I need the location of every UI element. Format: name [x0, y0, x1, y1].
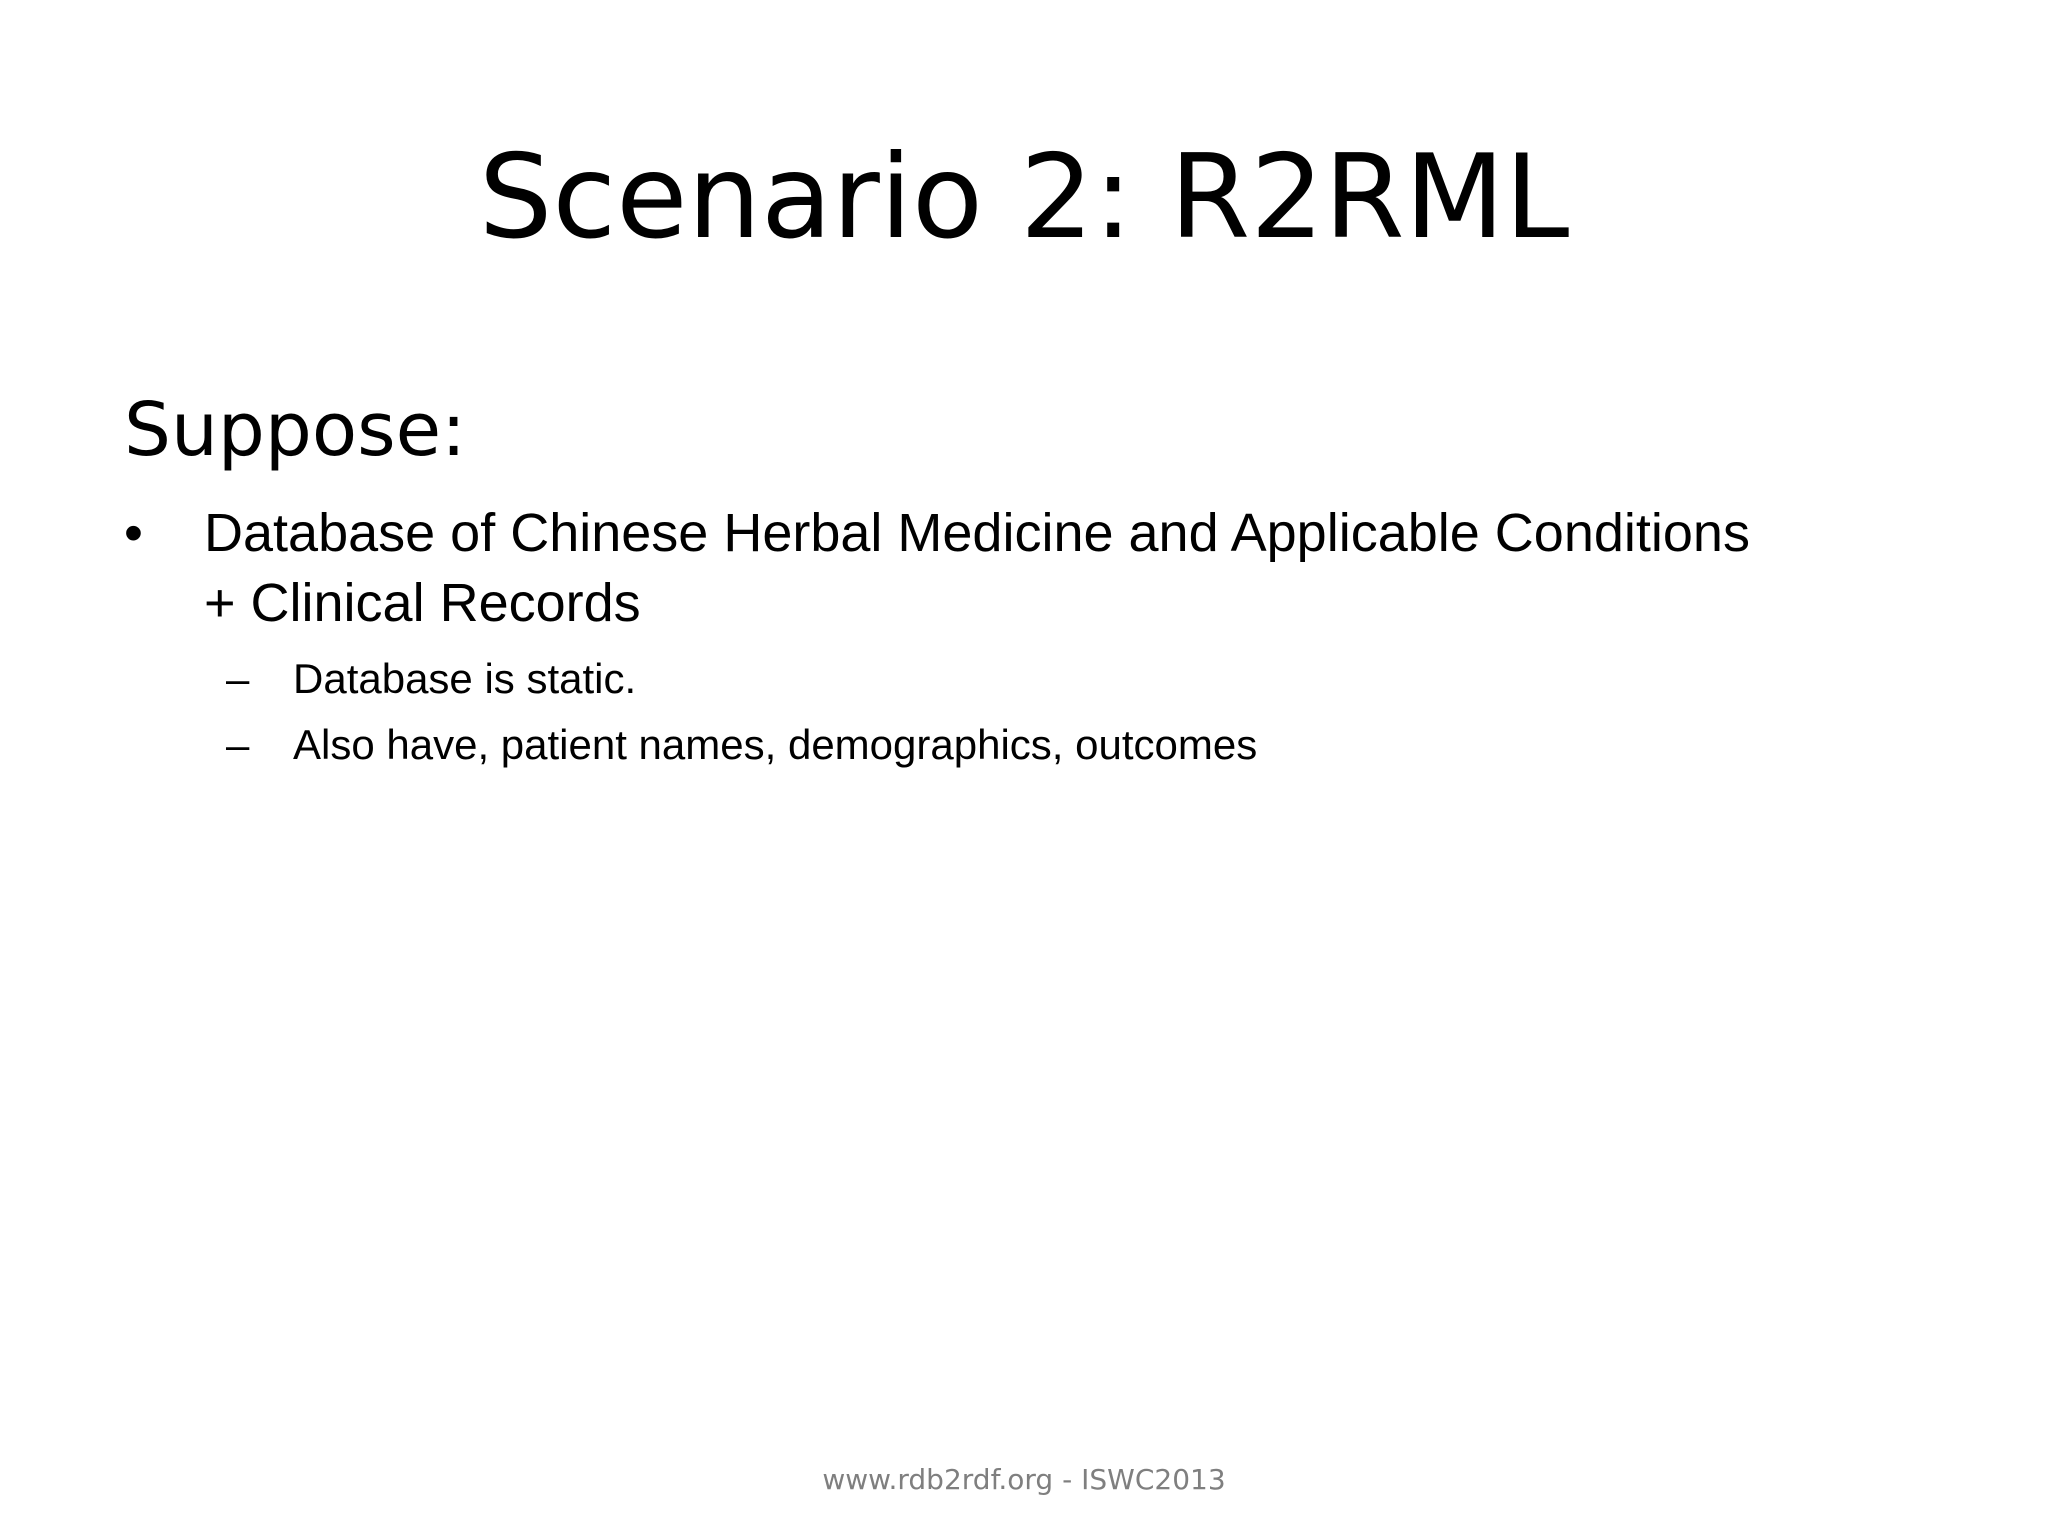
lead-text: Suppose:: [124, 387, 467, 473]
bullet-item: [124, 498, 1924, 638]
sub-bullet-text: Also have, patient names, demographics, outcomes: [293, 721, 1258, 768]
sub-bullet-item: [226, 646, 1926, 712]
sub-bullet-text: Database is static.: [293, 655, 637, 702]
slide-title: Scenario 2: R2RML: [478, 130, 1570, 265]
dash-marker: –: [226, 721, 250, 768]
bullet-text-line-1: Database of Chinese Herbal Medicine and Applicable Conditions: [204, 503, 1750, 563]
footer-text: www.rdb2rdf.org - ISWC2013: [822, 1463, 1226, 1496]
sub-bullet-item: [226, 712, 1926, 778]
bullet-marker: •: [124, 503, 143, 563]
bullet-text-line-2: + Clinical Records: [204, 573, 641, 633]
dash-marker: –: [226, 655, 250, 702]
sub-bullet-list: [226, 646, 1926, 778]
